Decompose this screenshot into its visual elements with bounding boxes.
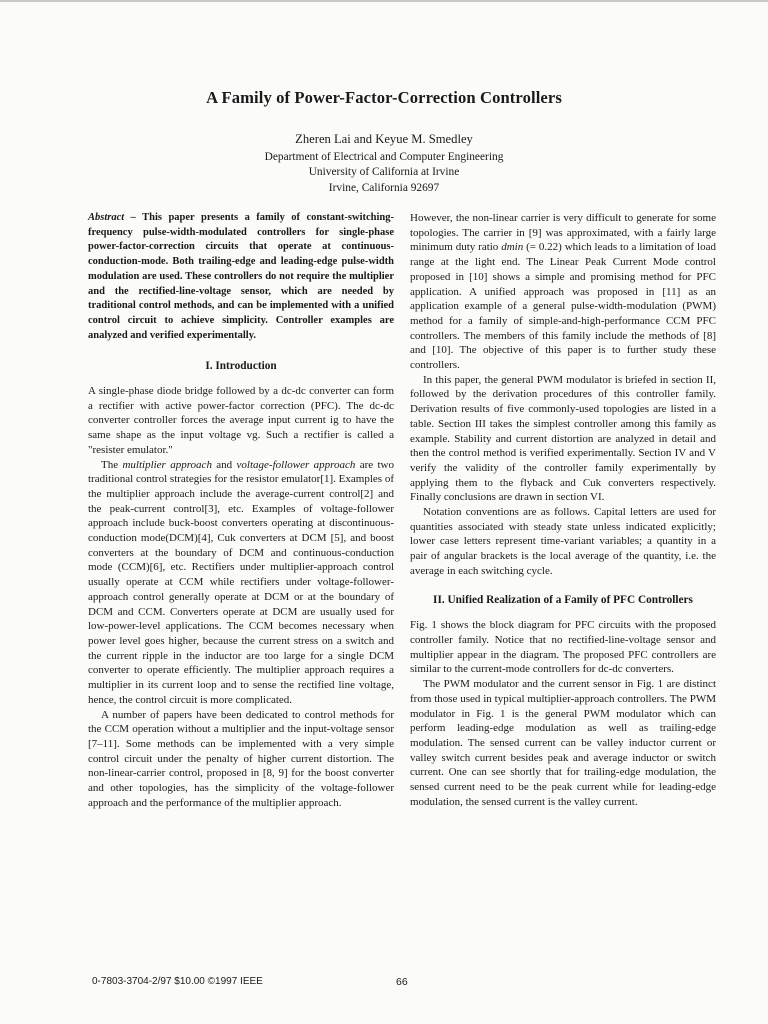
author-affiliation: [0, 150, 768, 196]
page-number: 66: [396, 976, 408, 988]
abstract: [88, 211, 394, 343]
section2-paragraph-1: Fig. 1 shows the block diagram for PFC circuits with the proposed controller family. Notice that no rectified-line-voltage sensor and multiplier appear in the diagram. The proposed PFC controllers are similar to the current-mode controllers for dc-dc converters.: [410, 619, 716, 676]
affiliation-department: Department of Electrical and Computer Engineering: [264, 151, 504, 163]
intro-paragraph-2: [88, 458, 394, 708]
top-rule: [0, 0, 768, 2]
right-p1-text-b: (= 0.22) which leads to a limitation of load range at the light end. The Linear Peak Current Mode control proposed in [10] shows a simple and promising method for PFC application. A unified approach was proposed in [11] as an application example of a general pulse-width-modulation (PWM) method for a family of simple-and-high-performance CCM PFC controllers. The members of this family include the methods of [8] and [10]. The objective of this paper is to further study these controllers.: [410, 241, 716, 372]
intro-paragraph-1: A single-phase diode bridge followed by a dc-dc converter can form a rectifier with active power-factor correction (PFC). The dc-dc converter controller forces the average input current ig to have the same shape as the input voltage vg. Such a rectifier is called a "resister emulator.": [88, 385, 394, 456]
abstract-text: This paper presents a family of constant-switching-frequency pulse-width-modulated controllers for single-phase power-factor-correction circuits that operate at continuous-conduction-mode. Both trailing-edge and leading-edge pulse-width modulation are used. These controllers do not require the multiplier and the rectified-line-voltage sensor, which are needed by traditional control methods, and can be implemented with a unified control circuit to achieve simplicity. Controller examples are analyzed and verified experimentally.: [88, 212, 395, 341]
footer-copyright: 0-7803-3704-2/97 $10.00 ©1997 IEEE: [92, 976, 263, 987]
right-p1-text-a: However, the non-linear carrier is very difficult to generate for some topologies. The carrier in [9] was approximated, with a fairly large minimum duty ratio: [410, 212, 716, 254]
abstract-lead: Abstract –: [88, 212, 136, 223]
intro-p2-text-a: The: [101, 458, 123, 471]
term-voltage-follower-approach: voltage-follower approach: [236, 458, 356, 471]
paper-authors: Zheren Lai and Keyue M. Smedley: [295, 132, 473, 146]
symbol-dmin: dmin: [501, 241, 524, 254]
right-paragraph-2: In this paper, the general PWM modulator is briefed in section II, followed by the derivation procedures of this controller family. Derivation results of five commonly-used topologies are listed in a table. Section III takes the simplest controller among this family as example. Stability and current distortion are analyzed in detail and then the control method is verified experimentally. Section IV and V verify the validity of the controller family experimentally by applying them to the flyback and Cuk converters respectively. Finally conclusions are drawn in section VI.: [410, 373, 716, 504]
term-multiplier-approach: multiplier approach: [122, 458, 212, 471]
intro-paragraph-3: A number of papers have been dedicated to control methods for the CCM operation without a multiplier and the input-voltage sensor [7–11]. Some methods can be implemented with a very simple control circuit under the penalty of higher current distortion. The non-linear-carrier control, proposed in [8, 9] for the boost converter and other topologies, has the simplicity of the voltage-follower approach and the performance of the multiplier approach.: [88, 708, 394, 809]
section-heading-introduction: I. Introduction: [205, 360, 277, 373]
intro-p2-text-c: are two traditional control strategies for the resistor emulator[1]. Examples of the multiplier approach include the average-current control[2] and the peak-current control[3], etc. Examples of voltage-follower approach include buck-boost converters operating at discontinuous-conduction mode(DCM)[4], Cuk converters at DCM [5], and boost converters at the boundary of DCM and continuous-conduction mode (CCM)[6], etc. Rectifiers under multiplier-approach control usually operate at CCM while rectifiers under voltage-follower-approach control generally operate at DCM or at the boundary of DCM and CCM. Converters operate at DCM are usually used for low-power-level applications. The CCM becomes necessary when power level goes higher, because the current stress on a switch and the current ripple in the inductor are too large for a single DCM converter to operate efficiently. The multiplier approach requires a multiplier in its current loop and to sense the rectified line voltage, hence, the control circuit is more complicated.: [88, 458, 394, 706]
intro-p2-text-b: and: [211, 458, 237, 471]
section-heading-unified-realization: II. Unified Realization of a Family of PFC Controllers: [433, 593, 693, 606]
paper-title: A Family of Power-Factor-Correction Controllers: [206, 88, 562, 107]
affiliation-city: Irvine, California 92697: [328, 181, 440, 194]
right-column: [410, 211, 716, 809]
section2-paragraph-2: The PWM modulator and the current sensor in Fig. 1 are distinct from those used in typical multiplier-approach controllers. The PWM modulator in Fig. 1 is the general PWM modulator which can perform leading-edge modulation as well as trailing-edge modulation. The sensed current can be valley inductor current or valley switch current besides peak and average inductor or switch current. One can see shortly that for trailing-edge modulation, the sensed current need to be the peak current while for leading-edge modulation, the sensed current is the valley current.: [410, 678, 716, 808]
affiliation-university: University of California at Irvine: [308, 166, 460, 179]
right-paragraph-3: Notation conventions are as follows. Capital letters are used for quantities associated with steady state unless indicated explicitly; lower case letters represent time-variant variables; a quantity in a pair of angular brackets is the local average of the quantity, i.e. the average in each switching cycle.: [410, 506, 716, 577]
right-paragraph-1: [410, 211, 716, 373]
left-column: [88, 211, 394, 810]
